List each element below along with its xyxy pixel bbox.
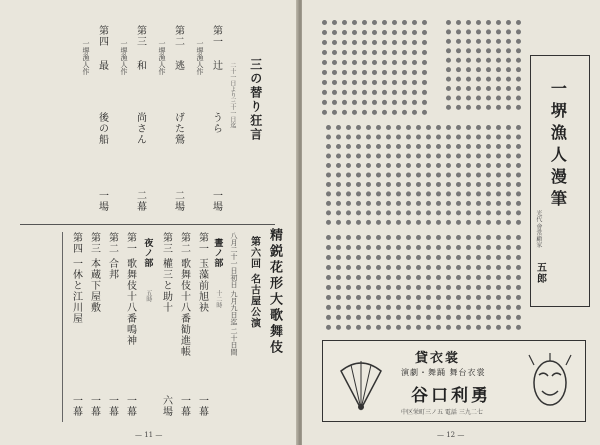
text-line — [476, 125, 481, 225]
kyogen-dates: 二十一日より三十一日迄 — [228, 62, 236, 128]
program-5 — [106, 232, 118, 280]
kabuki-period: 八月二十一日初日 九月九日迄 二十日間 — [230, 232, 239, 356]
text-line — [416, 125, 421, 225]
text-line — [356, 125, 361, 225]
ad-owner: 谷口利勇 — [411, 386, 491, 406]
program-num: 第三 — [160, 232, 172, 254]
ad-address: 中区栄町三ノ五 電話 三九二七 — [401, 409, 483, 416]
act-tail: 後の船 — [96, 112, 108, 145]
yoru-time: 五時 — [144, 290, 152, 302]
program-num: 第三 — [88, 232, 100, 254]
act-author: 一堺漁人作 — [196, 40, 205, 75]
program-2 — [178, 232, 190, 357]
act-author: 一堺漁人作 — [120, 40, 129, 75]
program-title: 權三と助十 — [160, 258, 172, 314]
text-line — [336, 125, 341, 225]
ad-shop-name: 貸衣裳 — [415, 351, 461, 366]
text-line — [496, 125, 501, 225]
text-line — [496, 20, 501, 110]
text-line — [372, 20, 377, 115]
text-line — [336, 235, 341, 330]
text-line — [376, 235, 381, 330]
text-line — [456, 20, 461, 110]
program-end: 一幕 — [88, 395, 100, 417]
text-line — [406, 125, 411, 225]
text-line — [466, 20, 471, 110]
program-title: 一休と江川屋 — [70, 258, 82, 325]
program-1 — [196, 232, 208, 313]
text-line — [476, 20, 481, 110]
text-line — [486, 20, 491, 110]
hiru-time: 十二時 — [214, 290, 222, 308]
text-line — [436, 235, 441, 330]
text-line — [362, 20, 367, 115]
program-end: 一幕 — [196, 395, 208, 417]
text-line — [446, 235, 451, 330]
author-name: 五郎 — [534, 262, 546, 284]
text-line — [396, 125, 401, 225]
left-page — [0, 0, 298, 445]
program-num: 第四 — [70, 232, 82, 254]
act-tail: 尚さん — [134, 112, 146, 145]
text-line — [356, 235, 361, 330]
act-tail: げた鶯 — [172, 112, 184, 145]
kyogen-title: 三の替り狂言 — [248, 58, 263, 142]
text-line — [456, 125, 461, 225]
program-end: 一幕 — [106, 395, 118, 417]
act-end: 二幕 — [134, 190, 146, 212]
text-line — [402, 20, 407, 115]
column-title: 一堺漁人漫筆 — [548, 80, 568, 212]
text-line — [386, 235, 391, 330]
act-author: 一堺漁人作 — [82, 40, 91, 75]
kabuki-subtitle: 第六回 名古屋公演 — [248, 236, 260, 329]
page-number: — 11 — — [135, 431, 163, 439]
text-line — [476, 235, 481, 330]
page-number: — 12 — — [437, 431, 465, 439]
yoru-label: 夜ノ部 — [142, 238, 153, 268]
cast-list — [10, 232, 60, 422]
text-line — [506, 125, 511, 225]
text-line — [496, 235, 501, 330]
act-author: 一堺漁人作 — [158, 40, 167, 75]
text-line — [376, 125, 381, 225]
text-line — [342, 20, 347, 115]
text-line — [366, 235, 371, 330]
text-line — [426, 125, 431, 225]
text-line — [516, 20, 521, 110]
program-title: 歌舞伎十八番鳴神 — [124, 258, 136, 347]
act-num: 第四 — [96, 25, 108, 47]
program-6 — [88, 232, 100, 313]
costume-shop-ad — [322, 340, 586, 422]
program-end: 一幕 — [178, 395, 190, 417]
program-title: 玉藻前旭袂 — [196, 258, 208, 314]
text-line — [426, 235, 431, 330]
program-title: 合邦 — [106, 258, 118, 281]
text-line — [406, 235, 411, 330]
text-line — [506, 235, 511, 330]
text-line — [436, 125, 441, 225]
right-page — [302, 0, 600, 445]
program-end: 一幕 — [70, 395, 82, 417]
program-num: 第一 — [196, 232, 208, 254]
text-line — [352, 20, 357, 115]
act-title: 逃 — [172, 60, 184, 71]
text-line — [332, 20, 337, 115]
act-tail: うら — [210, 112, 222, 134]
text-line — [446, 125, 451, 225]
text-line — [446, 20, 451, 110]
fan-illustration-icon — [333, 351, 389, 413]
act-end: 一場 — [96, 190, 108, 212]
program-title: 本蔵下屋敷 — [88, 258, 100, 314]
program-num: 第二 — [106, 232, 118, 254]
text-line — [516, 235, 521, 330]
text-line — [466, 125, 471, 225]
act-title: 和 — [134, 60, 146, 71]
text-line — [326, 235, 331, 330]
ad-tagline: 演劇・舞踊 舞台衣裳 — [401, 368, 486, 377]
act-title: 辻 — [210, 60, 222, 71]
kabuki-title: 精鋭花形大歌舞伎 — [266, 228, 282, 356]
program-end: 一幕 — [124, 395, 136, 417]
text-line — [416, 235, 421, 330]
act-num: 第三 — [134, 25, 146, 47]
program-7 — [70, 232, 82, 324]
text-line — [366, 125, 371, 225]
text-line — [392, 20, 397, 115]
program-3 — [160, 232, 172, 313]
act-end: 一場 — [210, 190, 222, 212]
author-role: 光代 會常顧家 — [534, 210, 542, 248]
text-line — [456, 235, 461, 330]
program-num: 第二 — [178, 232, 190, 254]
text-line — [396, 235, 401, 330]
text-line — [422, 20, 427, 115]
text-line — [466, 235, 471, 330]
act-num: 第二 — [172, 25, 184, 47]
section-divider — [20, 224, 275, 225]
text-line — [486, 235, 491, 330]
hiru-label: 晝ノ部 — [212, 238, 223, 268]
text-line — [412, 20, 417, 115]
program-num: 第一 — [124, 232, 136, 254]
program-4 — [124, 232, 136, 346]
act-title: 最 — [96, 60, 108, 71]
program-end: 六場 — [160, 395, 172, 417]
mask-illustration-icon — [525, 351, 575, 413]
text-line — [386, 125, 391, 225]
cast-divider — [62, 232, 63, 422]
text-line — [346, 125, 351, 225]
text-line — [326, 125, 331, 225]
text-line — [506, 20, 511, 110]
act-num: 第一 — [210, 25, 222, 47]
text-line — [486, 125, 491, 225]
text-line — [346, 235, 351, 330]
program-title: 歌舞伎十八番勧進帳 — [178, 258, 190, 358]
act-end: 二場 — [172, 190, 184, 212]
text-line — [322, 20, 327, 115]
text-line — [516, 125, 521, 225]
text-line — [382, 20, 387, 115]
